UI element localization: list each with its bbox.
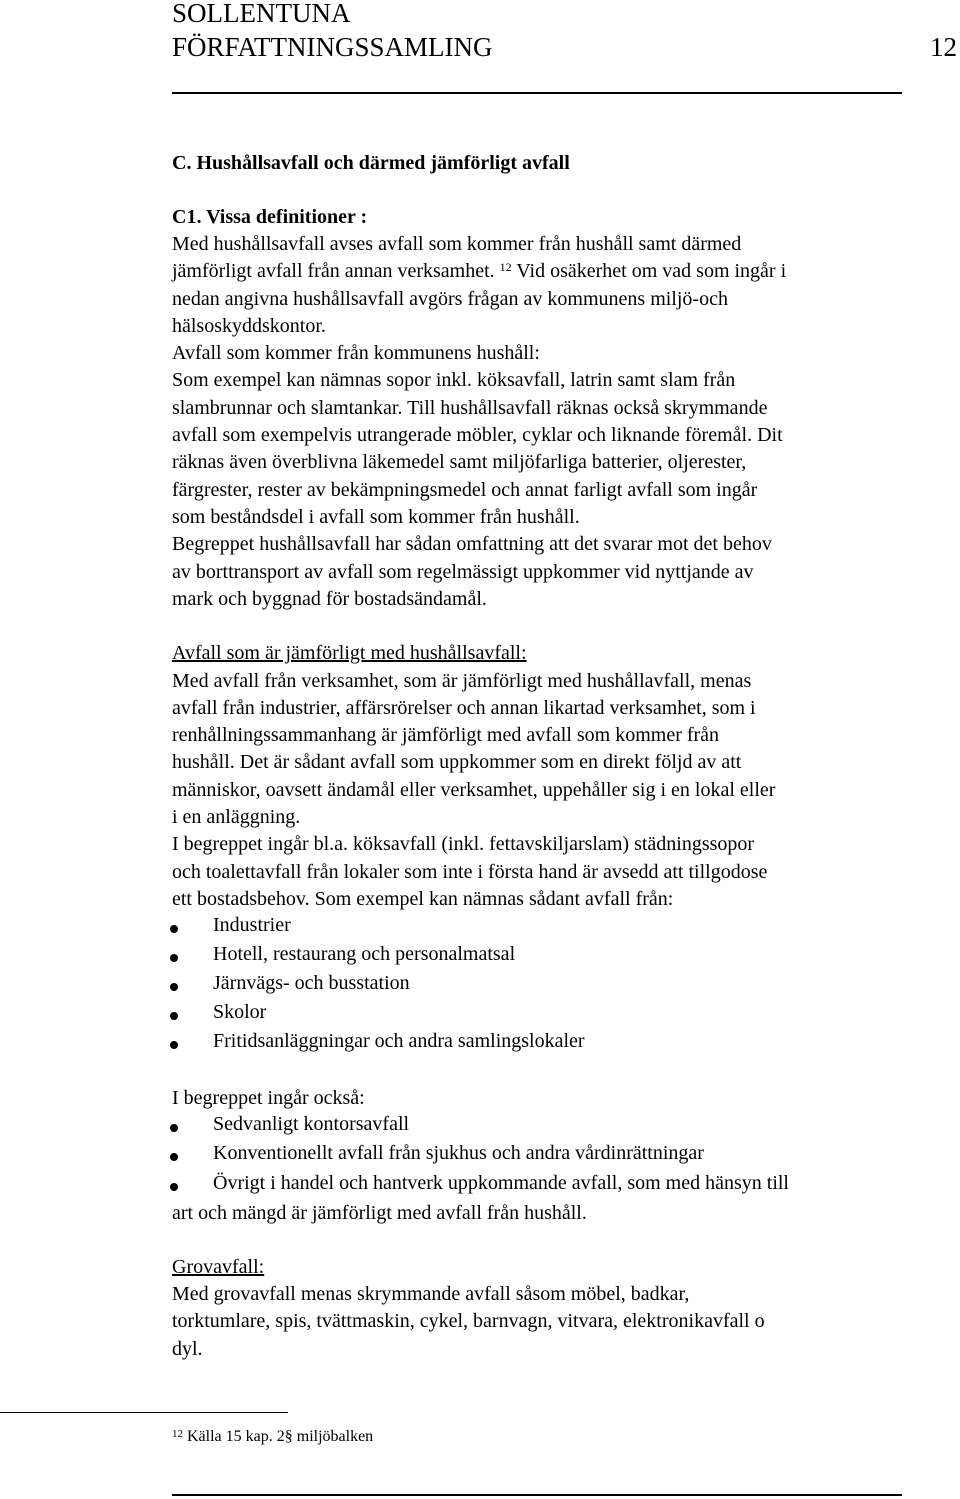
bullet-marker <box>170 1012 178 1020</box>
definitions-line: färgrester, rester av bekämpningsmedel och annat farligt avfall som ingår <box>172 479 758 501</box>
definitions-line: av borttransport av avfall som regelmässigt uppkommer vid nyttjande av <box>172 561 754 583</box>
definitions-line: slambrunnar och slamtankar. Till hushållsavfall räknas också skrymmande <box>172 397 768 419</box>
definitions-line: mark och byggnad för bostadsändamål. <box>172 588 487 610</box>
footnote-text: Källa 15 kap. 2§ miljöbalken <box>183 1428 374 1445</box>
header-rule <box>172 92 902 94</box>
list-item: Fritidsanläggningar och andra samlingslokaler <box>213 1030 585 1052</box>
also-heading: I begreppet ingår också: <box>172 1087 365 1109</box>
bullet-marker <box>170 1041 178 1049</box>
comparable-line: Med avfall från verksamhet, som är jämförligt med hushållavfall, menas <box>172 670 752 692</box>
comparable-line: människor, oavsett ändamål eller verksamhet, uppehåller sig i en lokal eller <box>172 779 776 801</box>
header-title-line1: SOLLENTUNA <box>172 0 351 28</box>
bullet-marker <box>170 1124 178 1132</box>
footnote-separator <box>0 1412 288 1413</box>
section-title: C. Hushållsavfall och därmed jämförligt avfall <box>172 152 570 174</box>
definitions-line: Med hushållsavfall avses avfall som kommer från hushåll samt därmed <box>172 233 742 255</box>
comparable-line: renhållningssammanhang är jämförligt med avfall som kommer från <box>172 724 720 746</box>
bullet-marker <box>170 954 178 962</box>
comparable-line: ett bostadsbehov. Som exempel kan nämnas sådant avfall från: <box>172 888 674 910</box>
bullet-marker <box>170 1153 178 1161</box>
list-item: Hotell, restaurang och personalmatsal <box>213 943 516 965</box>
bulky-line: Med grovavfall menas skrymmande avfall såsom möbel, badkar, <box>172 1283 690 1305</box>
bullet-marker <box>170 925 178 933</box>
definitions-heading: C1. Vissa definitioner : <box>172 206 368 228</box>
bulky-heading: Grovavfall: <box>172 1256 265 1278</box>
list-item: Konventionellt avfall från sjukhus och andra vårdinrättningar <box>213 1142 704 1164</box>
footnote-number: 12 <box>172 1428 183 1440</box>
definitions-line: Avfall som kommer från kommunens hushåll: <box>172 342 540 364</box>
comparable-heading: Avfall som är jämförligt med hushållsavfall: <box>172 642 527 664</box>
comparable-line: avfall från industrier, affärsrörelser och annan likartad verksamhet, som i <box>172 697 756 719</box>
definitions-line: Som exempel kan nämnas sopor inkl. köksavfall, latrin samt slam från <box>172 369 736 391</box>
definitions-line: avfall som exempelvis utrangerade möbler, cyklar och liknande föremål. Dit <box>172 424 783 446</box>
list-item: Industrier <box>213 914 291 936</box>
bullet-marker <box>170 1183 178 1191</box>
definitions-line: hälsoskyddskontor. <box>172 315 326 337</box>
list-item: Skolor <box>213 1001 267 1023</box>
bullet-marker <box>170 983 178 991</box>
also-tail: art och mängd är jämförligt med avfall från hushåll. <box>172 1202 587 1224</box>
list-item: Järnvägs- och busstation <box>213 972 410 994</box>
definitions-line: Begreppet hushållsavfall har sådan omfattning att det svarar mot det behov <box>172 533 772 555</box>
list-item: Övrigt i handel och hantverk uppkommande avfall, som med hänsyn till <box>213 1172 789 1194</box>
bulky-line: dyl. <box>172 1338 203 1360</box>
footnote <box>172 1426 373 1448</box>
comparable-line: och toalettavfall från lokaler som inte i första hand är avsedd att tillgodose <box>172 861 768 883</box>
bulky-line: torktumlare, spis, tvättmaskin, cykel, barnvagn, vitvara, elektronikavfall o <box>172 1310 765 1332</box>
list-item: Sedvanligt kontorsavfall <box>213 1113 410 1135</box>
definitions-line: som beståndsdel i avfall som kommer från hushåll. <box>172 506 580 528</box>
definitions-line-with-footnote: jämförligt avfall från annan verksamhet. $^{12}$ Vid osäkerhet om vad som ingår i <box>172 260 787 282</box>
definitions-line: räknas även överblivna läkemedel samt miljöfarliga batterier, oljerester, <box>172 451 747 473</box>
page-number: 12 <box>930 32 957 62</box>
comparable-line: i en anläggning. <box>172 806 301 828</box>
header-title-line2: FÖRFATTNINGSSAMLING <box>172 32 493 62</box>
footer-rule <box>172 1494 902 1496</box>
footnote-reference: 12 <box>499 260 512 274</box>
comparable-line: I begreppet ingår bl.a. köksavfall (inkl. fettavskiljarslam) städningssopor <box>172 833 755 855</box>
comparable-line: hushåll. Det är sådant avfall som uppkommer som en direkt följd av att <box>172 751 742 773</box>
definitions-line: nedan angivna hushållsavfall avgörs frågan av kommunens miljö-och <box>172 288 728 310</box>
